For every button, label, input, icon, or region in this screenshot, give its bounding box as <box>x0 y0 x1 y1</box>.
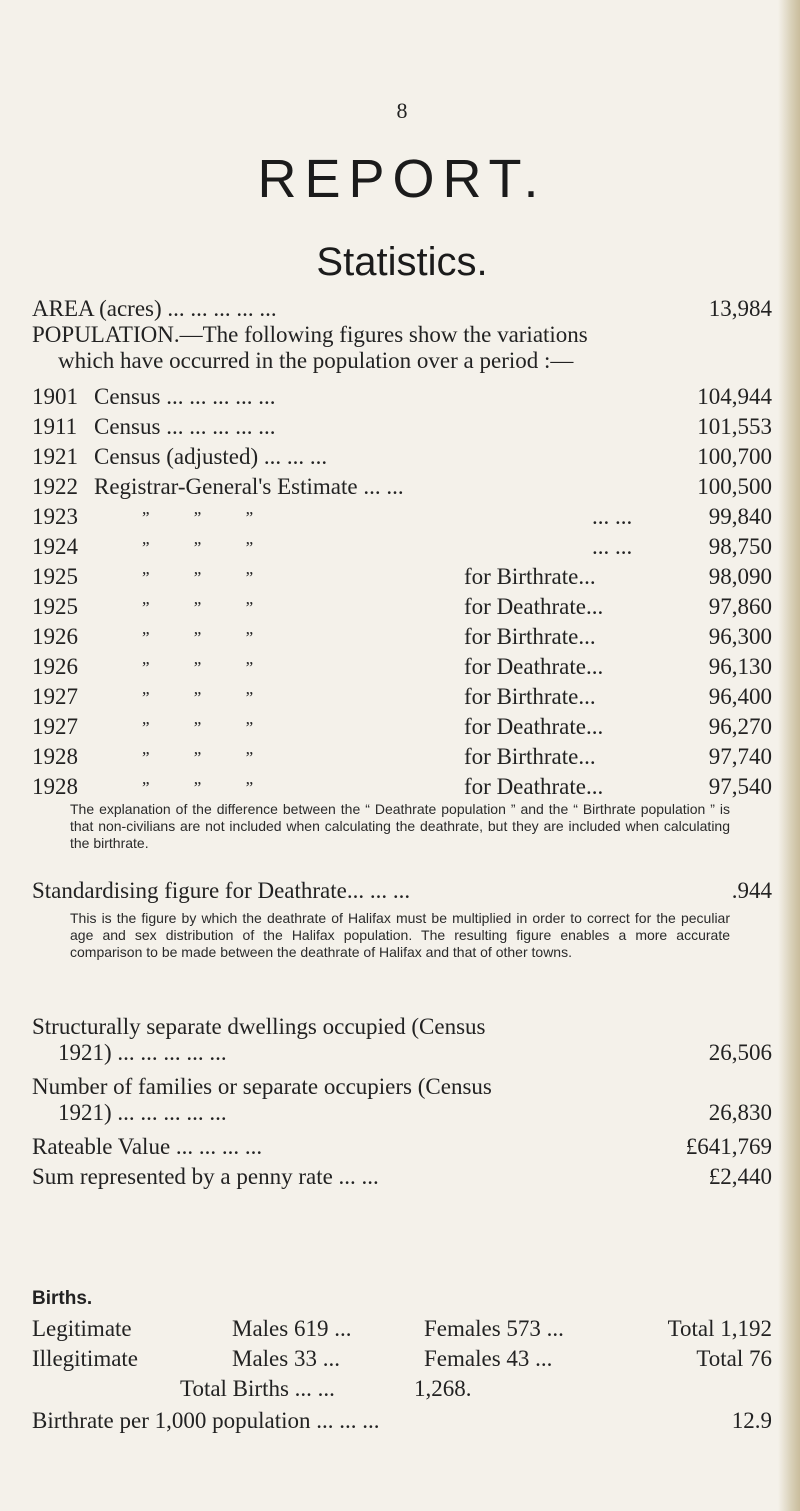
row-basis: for Deathrate... <box>464 774 604 799</box>
row-value: 96,130 <box>708 654 772 679</box>
birthrate-value: 12.9 <box>731 1408 772 1433</box>
rateable-value: £641,769 <box>685 1134 772 1159</box>
area-value: 13,984 <box>708 296 772 321</box>
dwellings-entry <box>32 1014 772 1066</box>
row-value: 104,944 <box>697 384 772 409</box>
area-label: AREA (acres) ... ... ... ... ... <box>32 296 277 321</box>
row-year: 1925 <box>32 594 78 619</box>
row-year: 1927 <box>32 714 78 739</box>
dwellings-value: 26,506 <box>708 1040 772 1065</box>
row-year: 1901 <box>32 384 78 409</box>
families-line1: Number of families or separate occupiers (Census <box>32 1074 492 1099</box>
ditto-marks: ” ” ” <box>142 718 254 737</box>
families-line2: 1921) ... ... ... ... ... <box>58 1100 227 1125</box>
dwellings-line1: Structurally separate dwellings occupied (Census <box>32 1014 486 1039</box>
row-value: 100,500 <box>697 474 772 499</box>
row-value: 97,540 <box>708 774 772 799</box>
illegitimate-females: Females 43 ... <box>424 1346 553 1371</box>
row-source: Census ... ... ... ... ... <box>94 414 276 439</box>
row-value: 97,860 <box>708 594 772 619</box>
birthrate-label: Birthrate per 1,000 population ... ... ... <box>32 1408 380 1433</box>
row-year: 1924 <box>32 534 78 559</box>
legitimate-females: Females 573 ... <box>424 1316 564 1341</box>
standardising-note: This is the figure by which the deathrate of Halifax must be multiplied in order to correct for the peculiar age and sex distribution of the Halifax population. The resulting figure enables a more accurate comparison to be made between the deathrate of Halifax and that of other towns. <box>70 910 730 960</box>
ditto-marks: ” ” ” <box>142 658 254 677</box>
dwellings-line2: 1921) ... ... ... ... ... <box>58 1040 227 1065</box>
row-year: 1927 <box>32 684 78 709</box>
penny-rate-label: Sum represented by a penny rate ... ... <box>32 1164 379 1189</box>
row-year: 1928 <box>32 744 78 769</box>
standardising-label: Standardising figure for Deathrate... ... ... <box>32 878 411 903</box>
row-value: 98,750 <box>708 534 772 559</box>
row-source: Registrar-General's Estimate ... ... <box>94 474 404 499</box>
row-year: 1921 <box>32 444 78 469</box>
row-basis: for Deathrate... <box>464 594 604 619</box>
ditto-marks: ” ” ” <box>142 538 254 557</box>
page-number: 8 <box>396 98 408 123</box>
row-year: 1926 <box>32 654 78 679</box>
ditto-marks: ” ” ” <box>142 748 254 767</box>
illegitimate-total: Total 76 <box>696 1346 772 1371</box>
row-basis: for Birthrate... <box>464 624 596 649</box>
ditto-marks: ” ” ” <box>142 508 254 527</box>
row-year: 1928 <box>32 774 78 799</box>
report-title: REPORT. <box>257 149 547 209</box>
population-intro-line1: POPULATION.—The following figures show the variations <box>32 322 588 347</box>
row-basis: for Birthrate... <box>464 684 596 709</box>
legitimate-males: Males 619 ... <box>232 1316 352 1341</box>
row-value: 99,840 <box>708 504 772 529</box>
births-heading: Births. <box>32 1288 93 1309</box>
row-year: 1923 <box>32 504 78 529</box>
row-basis: for Deathrate... <box>464 714 604 739</box>
families-entry <box>32 1074 772 1126</box>
families-value: 26,830 <box>708 1100 772 1125</box>
row-value: 96,270 <box>708 714 772 739</box>
ditto-marks: ” ” ” <box>142 688 254 707</box>
ditto-marks: ” ” ” <box>142 628 254 647</box>
row-value: 101,553 <box>697 414 772 439</box>
illegitimate-males: Males 33 ... <box>232 1346 340 1371</box>
total-births-value: 1,268. <box>414 1376 472 1401</box>
ditto-marks: ” ” ” <box>142 568 254 587</box>
row-year: 1922 <box>32 474 78 499</box>
row-year: 1926 <box>32 624 78 649</box>
row-source: Census ... ... ... ... ... <box>94 384 276 409</box>
row-basis: ... ... <box>592 504 633 529</box>
row-basis: for Birthrate... <box>464 744 596 769</box>
row-year: 1911 <box>32 414 78 439</box>
row-value: 100,700 <box>697 444 772 469</box>
row-basis: for Birthrate... <box>464 564 596 589</box>
row-year: 1925 <box>32 564 78 589</box>
illegitimate-label: Illegitimate <box>32 1346 139 1371</box>
legitimate-label: Legitimate <box>32 1316 132 1341</box>
row-value: 97,740 <box>708 744 772 769</box>
population-note: The explanation of the difference between the “ Deathrate population ” and the “ Birthrate population ” is that non-civilians are not included when calculating the deathrate, but they are included when calculating the birthrate. <box>70 801 730 851</box>
statistics-heading: Statistics. <box>316 240 488 284</box>
ditto-marks: ” ” ” <box>142 778 254 797</box>
total-births-label: Total Births ... ... <box>180 1376 335 1401</box>
population-intro <box>32 322 772 374</box>
row-basis: for Deathrate... <box>464 654 604 679</box>
penny-rate-value: £2,440 <box>708 1164 772 1189</box>
row-basis: ... ... <box>592 534 633 559</box>
row-value: 96,400 <box>708 684 772 709</box>
row-value: 98,090 <box>708 564 772 589</box>
page-edge-shadow <box>778 0 800 1511</box>
rateable-label: Rateable Value ... ... ... ... <box>32 1134 263 1159</box>
population-intro-line2: which have occurred in the population over a period :— <box>58 348 574 373</box>
ditto-marks: ” ” ” <box>142 598 254 617</box>
row-source: Census (adjusted) ... ... ... <box>94 444 328 469</box>
legitimate-total: Total 1,192 <box>667 1316 772 1341</box>
row-value: 96,300 <box>708 624 772 649</box>
standardising-value: .944 <box>731 878 772 903</box>
